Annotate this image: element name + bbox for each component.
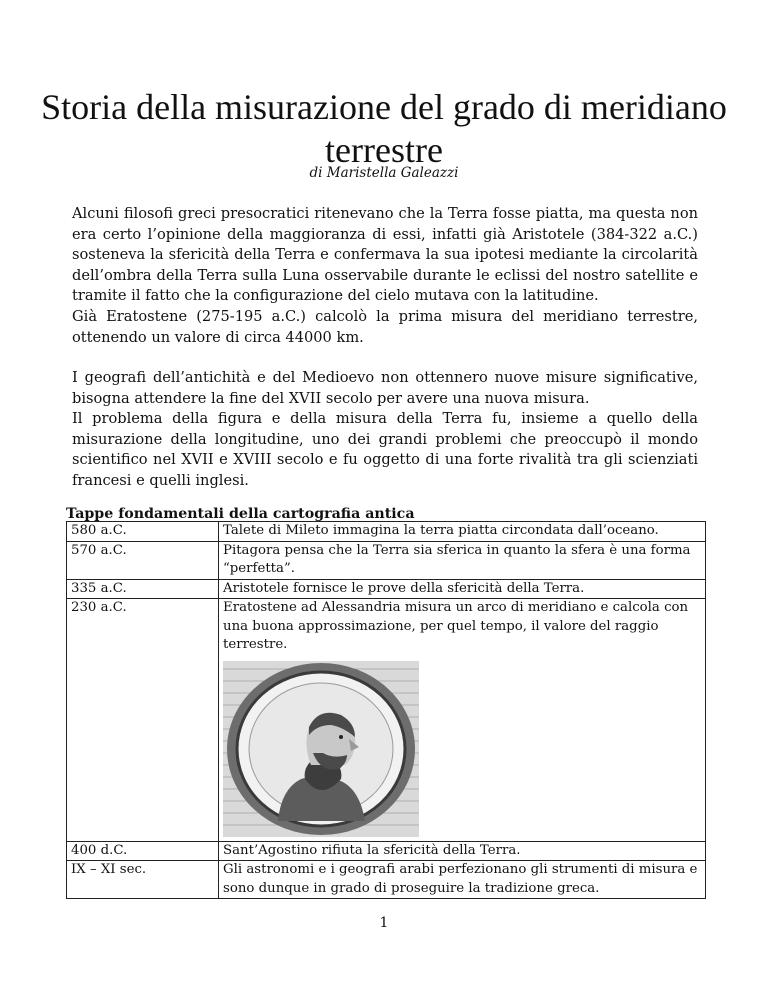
paragraph-problema-terra: Il problema della figura e della misura della Terra fu, insieme a quello della misurazione della longitudine, uno dei grandi problemi che preoccupò il mondo scientifico nel XVII e XVIII secolo e fu oggetto di una forte rivalità tra gli scienziati francesi e quelli inglesi. [72, 410, 698, 489]
row-date: 400 d.C. [67, 841, 219, 861]
row-date: IX – XI sec. [67, 861, 219, 899]
row-text: Gli astronomi e i geografi arabi perfezionano gli strumenti di misura e sono dunque in grado di proseguire la tradizione greca. [219, 861, 706, 899]
eratosthenes-portrait-image [223, 661, 419, 837]
row-date: 335 a.C. [67, 579, 219, 599]
page-number: 1 [379, 915, 389, 931]
paragraph-eratostene: Già Eratostene (275-195 a.C.) calcolò la prima misura del meridiano terrestre, ottenendo un valore di circa 44000 km. [72, 307, 698, 346]
row-text: Talete di Mileto immagina la terra piatta circondata dall’oceano. [219, 522, 706, 542]
table-title: Tappe fondamentali della cartografia antica [66, 506, 415, 522]
table-row [67, 861, 706, 899]
row-date: 230 a.C. [67, 599, 219, 842]
table-row [67, 579, 706, 599]
timeline-table [66, 521, 706, 899]
row-date: 570 a.C. [67, 541, 219, 579]
history-section [72, 368, 698, 492]
row-date: 580 a.C. [67, 522, 219, 542]
document-title: Storia della misurazione del grado di meridiano terrestre [41, 87, 727, 170]
row-text-with-portrait [219, 599, 706, 842]
table-row [67, 522, 706, 542]
paragraph-aristotele: Alcuni filosofi greci presocratici ritenevano che la Terra fosse piatta, ma questa non era certo l’opinione della maggioranza di essi, infatti già Aristotele (384-322 a.C.) sosteneva la sfericità della Terra e confermava la sua ipotesi mediante la circolarità dell’ombra della Terra sulla Luna osservabile durante le eclissi del nostro satellite e tramite il fatto che la configurazione del cielo mutava con la latitudine. [72, 205, 698, 305]
table-row [67, 599, 706, 842]
row-text: Eratostene ad Alessandria misura un arco di meridiano e calcola con una buona approssimazione, per quel tempo, il valore del raggio terrestre. [223, 600, 689, 652]
row-text: Sant’Agostino rifiuta la sfericità della Terra. [219, 841, 706, 861]
table-row [67, 841, 706, 861]
document-author: di Maristella Galeazzi [309, 165, 459, 181]
table-row [67, 541, 706, 579]
intro-section [72, 204, 698, 348]
row-text: Aristotele fornisce le prove della sfericità della Terra. [219, 579, 706, 599]
paragraph-medioevo: I geografi dell’antichità e del Medioevo non ottennero nuove misure significative, bisogna attendere la fine del XVII secolo per avere una nuova misura. [72, 369, 698, 407]
row-text: Pitagora pensa che la Terra sia sferica in quanto la sfera è una forma “perfetta”. [219, 541, 706, 579]
